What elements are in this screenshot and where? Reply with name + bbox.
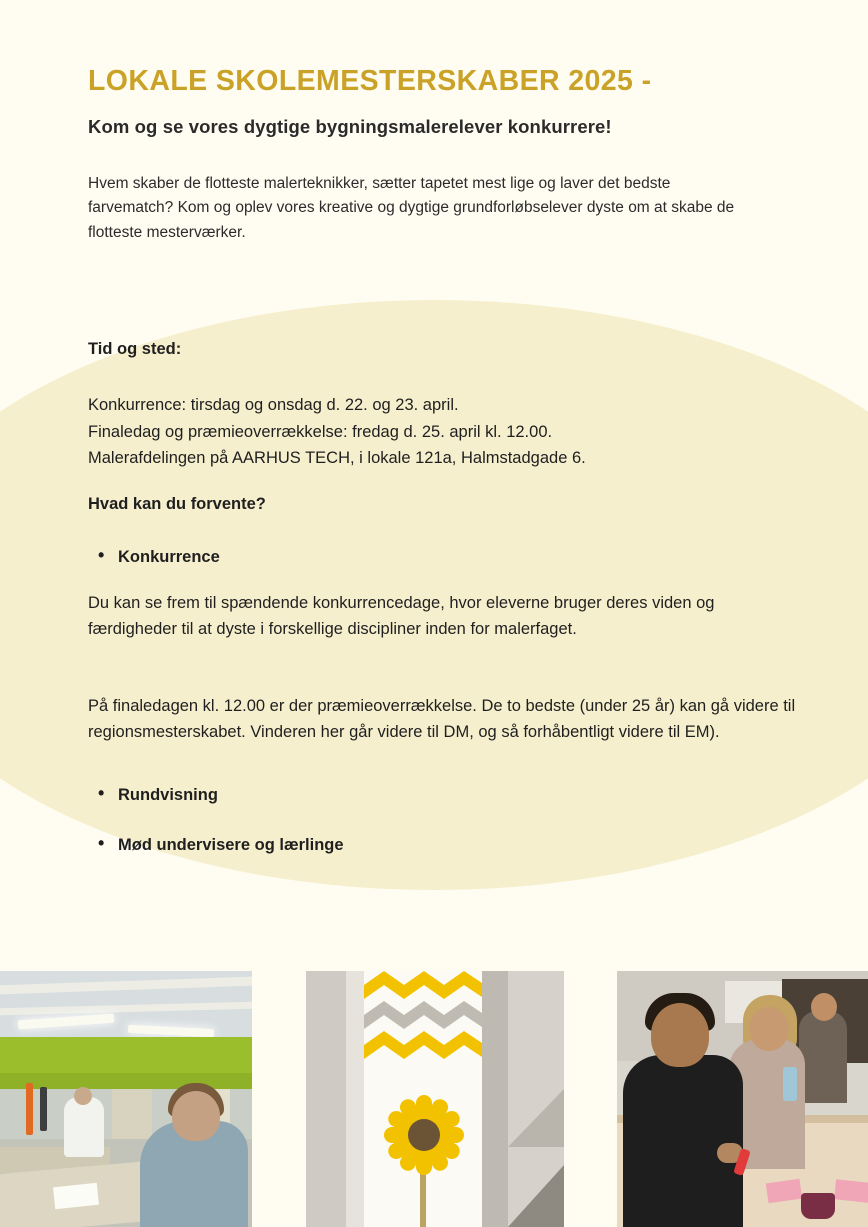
poster-content [0, 0, 868, 245]
workshop-classroom-photo [0, 971, 252, 1227]
when-line-1: Konkurrence: tirsdag og onsdag d. 22. og 23. april. [88, 396, 459, 414]
paragraph-final-day: På finaledagen kl. 12.00 er der præmieoverrækkelse. De to bedste (under 25 år) kan gå videre til regionsmesterskabet. Vinderen her går videre til DM, og så forhåbentligt videre til EM). [88, 696, 796, 742]
section-heading-time-place: Tid og sted: [88, 340, 182, 358]
intro-paragraph: Hvem skaber de flotteste malerteknikker, sætter tapetet mest lige og laver det bedste farvematch? Kom og oplev vores kreative og dygtige grundforløbselever dyste om at skabe de flotteste mesterværker. [88, 174, 735, 241]
paragraph-competition: Du kan se frem til spændende konkurrencedage, hvor eleverne bruger deres viden og færdigheder til at dyste i forskellige discipliner inden for malerfaget. [88, 593, 715, 639]
students-mixing-paint-photo [617, 971, 868, 1227]
page-subtitle: Kom og se vores dygtige bygningsmalerelever konkurrere! [88, 115, 612, 137]
when-line-3: Malerafdelingen på AARHUS TECH, i lokale 121a, Halmstadgade 6. [88, 449, 586, 468]
page-title: LOKALE SKOLEMESTERSKABER 2025 - [88, 65, 652, 97]
bullet-item-rundvisning: • Rundvisning [88, 786, 218, 805]
sunflower-icon [388, 1099, 460, 1171]
bullet-item-moed-undervisere: • Mød undervisere og lærlinge [88, 836, 344, 855]
section-heading-expectations: Hvad kan du forvente? [88, 495, 266, 513]
sunflower-wall-decoration-photo [306, 971, 564, 1227]
photo-strip [0, 971, 868, 1227]
zigzag-pattern-icon [364, 971, 482, 1059]
when-line-2: Finaledag og præmieoverrækkelse: fredag d. 25. april kl. 12.00. [88, 422, 553, 441]
bullet-item-konkurrence: • Konkurrence [88, 548, 220, 567]
time-place-details [88, 392, 586, 472]
